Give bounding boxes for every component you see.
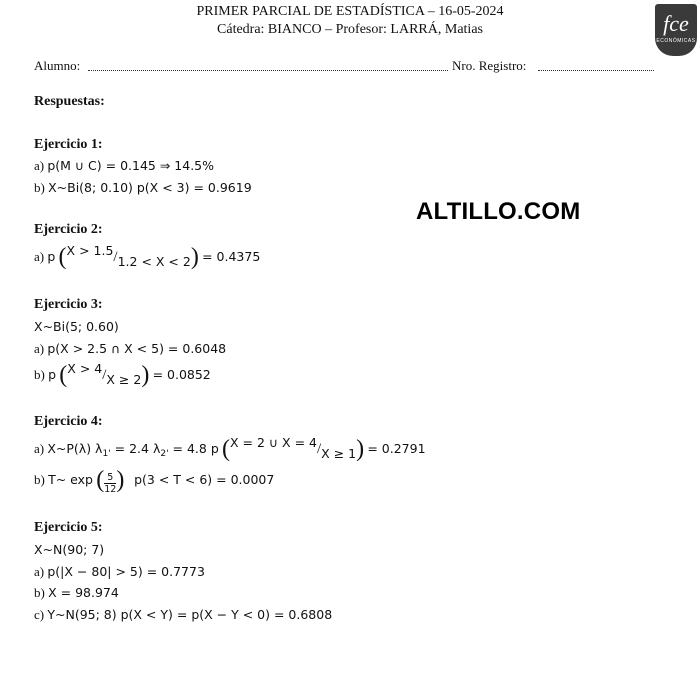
ej3-b-top: X > 4: [67, 361, 103, 376]
logo-subtext: ECONÓMICAS: [656, 38, 696, 44]
ej4-a-l2-sub: 2': [160, 449, 169, 459]
close-paren: ): [190, 244, 199, 270]
logo-text: fce: [663, 11, 689, 36]
ej1-a-prefix: a): [34, 158, 48, 173]
ej1-title: Ejercicio 1:: [34, 137, 103, 152]
ej3-a-math: p(X > 2.5 ∩ X < 5) = 0.6048: [47, 341, 227, 356]
open-paren: (: [222, 436, 231, 462]
slash: /: [317, 441, 322, 457]
ej2-a-result: = 0.4375: [202, 249, 261, 264]
ej3-dist: [34, 319, 119, 335]
ej4-a-prefix: a): [34, 441, 48, 456]
ej1-b: [34, 180, 252, 196]
ej4-title: Ejercicio 4:: [34, 414, 103, 429]
ej4-a-bottom: X ≥ 1: [321, 446, 357, 461]
ej4-b-rest: p(3 < T < 6) = 0.0007: [134, 472, 275, 487]
ej3-b: [34, 361, 211, 388]
ej5-a-math: p(|X − 80| > 5) = 0.7773: [47, 564, 205, 579]
ej5-a: [34, 564, 205, 580]
ej4-a-l2-val: = 4.8 p: [168, 441, 219, 456]
slash: /: [113, 249, 118, 265]
ej2-a-top: X > 1.5: [66, 243, 114, 258]
respuestas-heading: Respuestas:: [34, 94, 105, 109]
ej4-a-top: X = 2 ∪ X = 4: [230, 435, 317, 450]
ej3-b-p: p: [48, 367, 57, 382]
alumno-label: Alumno:: [34, 58, 81, 73]
registro-label: Nro. Registro:: [452, 58, 527, 73]
exam-subtitle: Cátedra: BIANCO – Profesor: LARRÁ, Matias: [217, 22, 483, 37]
ej5-dist-math: X~N(90; 7): [34, 542, 105, 557]
slash: /: [102, 367, 107, 383]
fce-logo: [655, 4, 697, 56]
ej4-b-fraction: [104, 472, 116, 495]
alumno-line: [88, 70, 448, 71]
ej4-b-math: T~ exp: [48, 472, 93, 487]
registro-line: [538, 70, 654, 71]
ej4-a: [34, 435, 426, 462]
ej3-b-prefix: b): [34, 367, 49, 382]
ej3-a-prefix: a): [34, 341, 48, 356]
ej5-b-prefix: b): [34, 585, 49, 600]
close-paren: ): [116, 467, 125, 493]
ej3-b-result: = 0.0852: [152, 367, 211, 382]
ej4-a-result: = 0.2791: [367, 441, 426, 456]
ej5-b-math: X = 98.974: [48, 585, 119, 600]
exam-title: PRIMER PARCIAL DE ESTADÍSTICA – 16-05-2024: [196, 4, 504, 19]
ej2-a-prefix: a): [34, 249, 48, 264]
ej1-b-prefix: b): [34, 180, 49, 195]
ej4-b-num: 5: [104, 472, 116, 484]
ej5-a-prefix: a): [34, 564, 48, 579]
ej1-b-math: X~Bi(8; 0.10) p(X < 3) = 0.9619: [48, 180, 252, 195]
ej4-a-math: X~P(λ) λ: [47, 441, 103, 456]
open-paren: (: [96, 467, 105, 493]
ej4-a-l1-sub: 1': [102, 449, 111, 459]
ej5-dist: [34, 542, 104, 558]
watermark: ALTILLO.COM: [416, 198, 581, 225]
ej3-dist-math: X~Bi(5; 0.60): [34, 319, 119, 334]
open-paren: (: [58, 244, 67, 270]
ej4-b: [34, 467, 275, 495]
open-paren: (: [59, 362, 68, 388]
ej4-b-den: 12: [104, 484, 117, 495]
ej5-c-math: Y~N(95; 8) p(X < Y) = p(X − Y < 0) = 0.6808: [47, 607, 333, 622]
ej4-b-prefix: b): [34, 472, 49, 487]
ej2-a-bottom: 1.2 < X < 2: [117, 254, 191, 269]
ej3-title: Ejercicio 3:: [34, 297, 103, 312]
close-paren: ): [141, 362, 150, 388]
ej5-title: Ejercicio 5:: [34, 520, 103, 535]
ej5-c: [34, 607, 332, 623]
ej1-a: [34, 158, 214, 174]
ej2-a: [34, 243, 261, 270]
ej2-title: Ejercicio 2:: [34, 222, 103, 237]
ej5-b: [34, 585, 119, 601]
ej3-b-bottom: X ≥ 2: [106, 372, 142, 387]
ej1-a-math: p(M ∪ C) = 0.145 ⇒ 14.5%: [47, 158, 214, 173]
ej5-c-prefix: c): [34, 607, 48, 622]
ej2-a-p: p: [47, 249, 56, 264]
ej4-a-l1-val: = 2.4 λ: [110, 441, 161, 456]
close-paren: ): [356, 436, 365, 462]
ej3-a: [34, 341, 226, 357]
